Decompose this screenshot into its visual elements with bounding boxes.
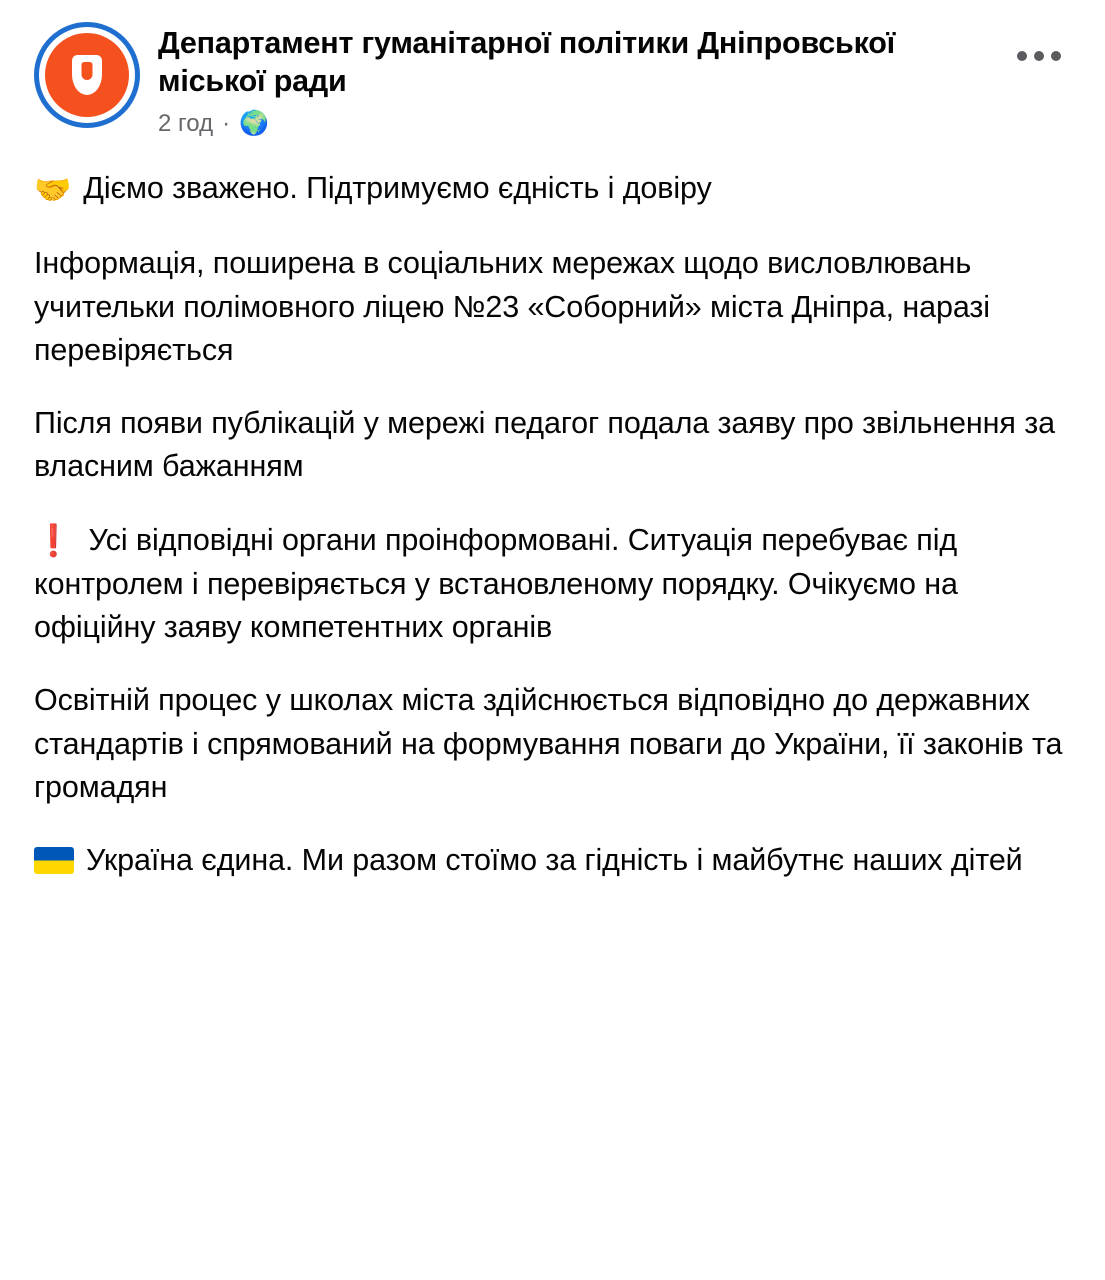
handshake-icon: 🤝 bbox=[34, 173, 72, 207]
ukraine-flag-icon bbox=[34, 847, 74, 874]
page-title[interactable]: Департамент гуманітарної політики Дніпровської міської ради bbox=[158, 26, 896, 99]
post-paragraph: Після появи публікацій у мережі педагог подала заяву про звільнення за власним бажанням bbox=[34, 406, 1055, 484]
dot-icon bbox=[1017, 51, 1027, 61]
meta-separator: · bbox=[222, 110, 231, 138]
post-paragraph bbox=[34, 167, 1071, 213]
post-paragraph: Інформація, поширена в соціальних мережах щодо висловлювань учительки полімовного ліцею №23 «Соборний» міста Дніпра, наразі перевіряється bbox=[34, 246, 990, 367]
post-timestamp[interactable]: 2 год bbox=[158, 109, 214, 137]
post-body bbox=[34, 167, 1071, 883]
post-paragraph bbox=[34, 519, 1071, 650]
avatar[interactable] bbox=[34, 22, 140, 128]
exclamation-icon: ❗ bbox=[34, 522, 73, 558]
paragraph-text: Україна єдина. Ми разом стоїмо за гідність і майбутнє наших дітей bbox=[86, 843, 1023, 878]
header-text-block bbox=[158, 22, 1071, 139]
shield-icon bbox=[72, 55, 102, 95]
dot-icon bbox=[1051, 51, 1061, 61]
post-meta bbox=[158, 110, 981, 139]
paragraph-text: Діємо зважено. Підтримуємо єдність і довіру bbox=[83, 170, 712, 205]
post-paragraph: Освітній процес у школах міста здійснюється відповідно до державних стандартів і спрямований на формування поваги до України, її законів та громадян bbox=[34, 683, 1063, 804]
post-paragraph bbox=[34, 839, 1071, 882]
avatar-logo-icon bbox=[45, 33, 129, 117]
globe-icon[interactable]: 🌍 bbox=[239, 110, 269, 138]
dot-icon bbox=[1034, 51, 1044, 61]
paragraph-text: Усі відповідні органи проінформовані. Ситуація перебуває під контролем і перевіряється у встановленому порядку. Очікуємо на офіційну заяву компетентних органів bbox=[34, 522, 958, 645]
more-options-button[interactable] bbox=[1007, 36, 1071, 76]
post-header bbox=[34, 22, 1071, 139]
